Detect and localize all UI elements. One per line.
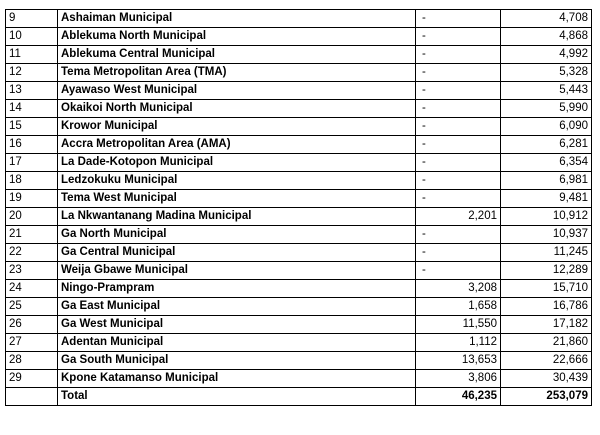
table-row (6, 154, 592, 172)
district-name-cell: Weija Gbawe Municipal (58, 262, 416, 280)
district-name-cell: Ayawaso West Municipal (58, 82, 416, 100)
district-table (5, 9, 592, 406)
value-a-cell: - (416, 154, 501, 172)
row-number-cell: 25 (6, 298, 58, 316)
value-a-cell: 11,550 (416, 316, 501, 334)
value-a-cell: - (416, 244, 501, 262)
value-b-cell: 5,443 (501, 82, 592, 100)
district-name-cell: Ga East Municipal (58, 298, 416, 316)
value-a-cell: - (416, 190, 501, 208)
table-row (6, 370, 592, 388)
district-name-cell: Okaikoi North Municipal (58, 100, 416, 118)
district-name-cell: Total (58, 388, 416, 406)
district-name-cell: Ga South Municipal (58, 352, 416, 370)
district-name-cell: Krowor Municipal (58, 118, 416, 136)
row-number-cell: 23 (6, 262, 58, 280)
row-number-cell: 24 (6, 280, 58, 298)
value-b-cell: 5,990 (501, 100, 592, 118)
value-b-cell: 17,182 (501, 316, 592, 334)
value-a-cell: - (416, 46, 501, 64)
row-number-cell: 22 (6, 244, 58, 262)
district-name-cell: Ablekuma Central Municipal (58, 46, 416, 64)
row-number-cell: 15 (6, 118, 58, 136)
total-row (6, 388, 592, 406)
district-name-cell: La Nkwantanang Madina Municipal (58, 208, 416, 226)
table-row (6, 46, 592, 64)
district-name-cell: Tema West Municipal (58, 190, 416, 208)
row-number-cell: 26 (6, 316, 58, 334)
value-a-cell: 46,235 (416, 388, 501, 406)
value-a-cell: - (416, 136, 501, 154)
table-row (6, 334, 592, 352)
row-number-cell: 27 (6, 334, 58, 352)
district-name-cell: Accra Metropolitan Area (AMA) (58, 136, 416, 154)
table-row (6, 28, 592, 46)
value-a-cell: - (416, 64, 501, 82)
table-row (6, 172, 592, 190)
value-b-cell: 4,992 (501, 46, 592, 64)
value-b-cell: 6,281 (501, 136, 592, 154)
row-number-cell: 29 (6, 370, 58, 388)
value-b-cell: 11,245 (501, 244, 592, 262)
row-number-cell (6, 388, 58, 406)
district-name-cell: Ga Central Municipal (58, 244, 416, 262)
district-name-cell: Ashaiman Municipal (58, 10, 416, 28)
value-a-cell: - (416, 118, 501, 136)
value-b-cell: 15,710 (501, 280, 592, 298)
value-b-cell: 6,090 (501, 118, 592, 136)
district-name-cell: Ga North Municipal (58, 226, 416, 244)
table-row (6, 316, 592, 334)
value-b-cell: 10,912 (501, 208, 592, 226)
row-number-cell: 17 (6, 154, 58, 172)
row-number-cell: 19 (6, 190, 58, 208)
row-number-cell: 9 (6, 10, 58, 28)
table-row (6, 262, 592, 280)
value-a-cell: 1,112 (416, 334, 501, 352)
value-a-cell: - (416, 82, 501, 100)
value-b-cell: 4,708 (501, 10, 592, 28)
value-a-cell: - (416, 226, 501, 244)
table-body (6, 10, 592, 406)
table-row (6, 280, 592, 298)
district-name-cell: Ablekuma North Municipal (58, 28, 416, 46)
table-row (6, 82, 592, 100)
row-number-cell: 10 (6, 28, 58, 46)
table-row (6, 136, 592, 154)
value-a-cell: - (416, 100, 501, 118)
row-number-cell: 20 (6, 208, 58, 226)
table-row (6, 226, 592, 244)
row-number-cell: 14 (6, 100, 58, 118)
row-number-cell: 18 (6, 172, 58, 190)
value-b-cell: 21,860 (501, 334, 592, 352)
row-number-cell: 28 (6, 352, 58, 370)
value-b-cell: 30,439 (501, 370, 592, 388)
row-number-cell: 11 (6, 46, 58, 64)
row-number-cell: 13 (6, 82, 58, 100)
value-a-cell: - (416, 28, 501, 46)
value-b-cell: 16,786 (501, 298, 592, 316)
table-row (6, 190, 592, 208)
value-a-cell: 3,208 (416, 280, 501, 298)
table-row (6, 118, 592, 136)
table-row (6, 100, 592, 118)
table-row (6, 352, 592, 370)
table-row (6, 298, 592, 316)
value-a-cell: 3,806 (416, 370, 501, 388)
table-row (6, 244, 592, 262)
value-a-cell: - (416, 172, 501, 190)
row-number-cell: 16 (6, 136, 58, 154)
value-b-cell: 22,666 (501, 352, 592, 370)
district-name-cell: Adentan Municipal (58, 334, 416, 352)
district-name-cell: Ningo-Prampram (58, 280, 416, 298)
value-a-cell: 2,201 (416, 208, 501, 226)
district-name-cell: Ga West Municipal (58, 316, 416, 334)
value-b-cell: 12,289 (501, 262, 592, 280)
value-b-cell: 4,868 (501, 28, 592, 46)
row-number-cell: 21 (6, 226, 58, 244)
value-b-cell: 10,937 (501, 226, 592, 244)
value-a-cell: 13,653 (416, 352, 501, 370)
table-row (6, 64, 592, 82)
value-a-cell: - (416, 10, 501, 28)
table-row (6, 208, 592, 226)
value-a-cell: 1,658 (416, 298, 501, 316)
district-name-cell: La Dade-Kotopon Municipal (58, 154, 416, 172)
value-a-cell: - (416, 262, 501, 280)
value-b-cell: 6,981 (501, 172, 592, 190)
row-number-cell: 12 (6, 64, 58, 82)
value-b-cell: 253,079 (501, 388, 592, 406)
value-b-cell: 6,354 (501, 154, 592, 172)
value-b-cell: 5,328 (501, 64, 592, 82)
district-name-cell: Kpone Katamanso Municipal (58, 370, 416, 388)
district-name-cell: Tema Metropolitan Area (TMA) (58, 64, 416, 82)
value-b-cell: 9,481 (501, 190, 592, 208)
district-name-cell: Ledzokuku Municipal (58, 172, 416, 190)
table-row (6, 10, 592, 28)
